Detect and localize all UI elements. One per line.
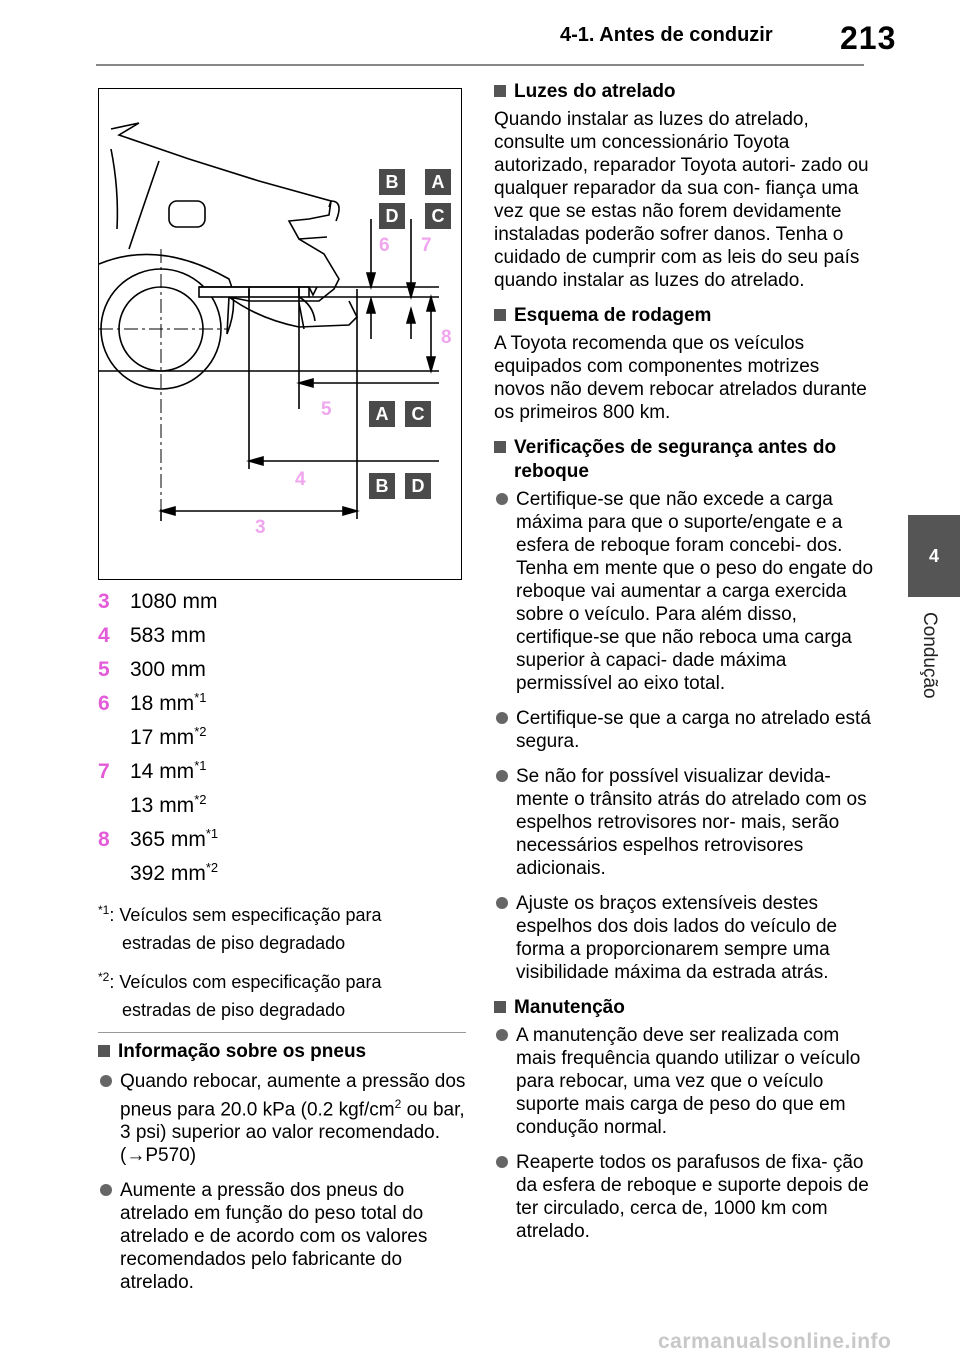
section-heading: Manutenção [494,996,874,1020]
spec-number: 7 [98,760,110,783]
bullet-item: Certifique-se que não excede a carga máxima para que o suporte/engate e a esfera de reboque foram concebi- dos. Tenha em mente que o peso do engate do reboque vai aumentar a carga exercida sobre o veículo. Para além disso, certifique-se que não reboca uma carga superior à capaci- dade máxima permissível ao eixo total. [494,488,874,695]
footnote-2: $^{*2}$: Veículos com especificação para [98,970,382,992]
badge-c-mid: C [405,401,431,427]
section-heading: Informação sobre os pneus [98,1040,468,1064]
spec-number: 8 [98,828,110,851]
round-bullet-icon [496,770,508,782]
section-divider [98,1032,466,1033]
spec-value: 583 mm [130,624,206,647]
square-bullet-icon [494,441,506,453]
bullet-item: Ajuste os braços extensíveis destes espelhos dos dois lados do veículo de forma a proporcionarem sempre uma visibilidade máxima da estrada atrás. [494,892,874,984]
spec-value: 18 $mm^{*1}$ [130,690,207,715]
spec-row [98,758,468,792]
callout-6: 6 [379,235,390,256]
square-bullet-icon [494,309,506,321]
chapter-tab[interactable]: 4 [908,515,960,597]
bullet-item: Quando rebocar, aumente a pressão dos pneus para 20.0 kPa (0.2 kgf/$cm^2$ ou bar, 3 psi) superior ao valor recomendado. (→P570) [98,1070,468,1167]
badge-c-top: C [425,203,451,229]
bullet-item: A manutenção deve ser realizada com mais frequência quando utilizar o veículo para rebocar, uma vez que o veículo suporte mais carga de peso do que em condução normal. [494,1024,874,1139]
round-bullet-icon [496,1029,508,1041]
round-bullet-icon [100,1184,112,1196]
section-heading: Esquema de rodagem [494,304,874,328]
callout-4: 4 [295,469,306,490]
section-heading: Verificações de segurança antes do reboque [494,436,874,484]
callout-8: 8 [441,327,452,348]
spec-number: 3 [98,590,110,613]
spec-row [98,622,468,656]
spec-value: 13 $mm^{*2}$ [130,792,207,817]
badge-a-top: A [425,169,451,195]
round-bullet-icon [496,1156,508,1168]
right-column [494,80,874,1255]
paragraph: Quando instalar as luzes do atrelado, consulte um concessionário Toyota autorizado, reparador Toyota autori- zado ou qualquer reparador da sua con- fiança uma vez que se estas não forem devidamente instaladas poderão sofrer danos. Tenha o cuidado de cumprir com as leis do seu país quando instalar as luzes do atrelado. [494,109,869,291]
round-bullet-icon [496,712,508,724]
bullet-item: Se não for possível visualizar devida- mente o trânsito atrás do atrelado com os espelhos retrovisores nor- mais, serão necessários espelhos retrovisores adicionais. [494,765,874,880]
spec-row [98,690,468,724]
spec-value: 392 $mm^{*2}$ [130,860,219,885]
spec-number: 4 [98,624,110,647]
spec-value: 300 mm [130,658,206,681]
spec-row [98,724,468,758]
page-number: 213 [840,20,897,56]
spec-row [98,860,468,894]
car-rear-diagram [99,89,463,581]
round-bullet-icon [496,493,508,505]
header-divider [96,64,864,66]
callout-5: 5 [321,399,332,420]
spec-number: 6 [98,692,110,715]
callout-3: 3 [255,517,266,538]
section-title: 4-1. Antes de conduzir [560,24,773,46]
towing-dimension-figure [98,88,462,580]
square-bullet-icon [98,1045,110,1057]
round-bullet-icon [100,1075,112,1087]
dimension-spec-list [98,588,468,1024]
spec-row [98,588,468,622]
spec-value: 17 $mm^{*2}$ [130,724,207,749]
footnote-1-cont: estradas de piso degradado [122,933,346,953]
spec-value: 14 $mm^{*1}$ [130,758,207,783]
bullet-item: Reaperte todos os parafusos de fixa- ção da esfera de reboque e suporte depois de ter circulado, cerca de, 1000 km com atrelado. [494,1151,874,1243]
square-bullet-icon [494,85,506,97]
badge-b-low: B [369,473,395,499]
footnote-2-cont: estradas de piso degradado [122,1000,346,1020]
spec-value: 1080 mm [130,590,218,613]
spec-value: 365 $mm^{*1}$ [130,826,219,851]
spec-row [98,656,468,690]
paragraph: A Toyota recomenda que os veículos equipados com componentes motrizes novos não devem rebocar atrelados durante os primeiros 800 km. [494,333,867,423]
chapter-label: Condução [919,612,940,699]
round-bullet-icon [496,897,508,909]
footnote-1: $^{*1}$: Veículos sem especificação para [98,903,382,925]
spec-row [98,792,468,826]
spec-number: 5 [98,658,110,681]
badge-d-low: D [405,473,431,499]
tires-section [98,1040,468,1306]
section-heading: Luzes do atrelado [494,80,874,104]
watermark: carmanualsonline.info [658,1330,892,1353]
square-bullet-icon [494,1001,506,1013]
callout-7: 7 [421,235,432,256]
bullet-item: Aumente a pressão dos pneus do atrelado em função do peso total do atrelado e de acordo com os valores recomendados pelo fabricante do atrelado. [98,1179,468,1294]
badge-d-top: D [379,203,405,229]
spec-row [98,826,468,860]
badge-b-top: B [379,169,405,195]
badge-a-mid: A [369,401,395,427]
bullet-item: Certifique-se que a carga no atrelado está segura. [494,707,874,753]
